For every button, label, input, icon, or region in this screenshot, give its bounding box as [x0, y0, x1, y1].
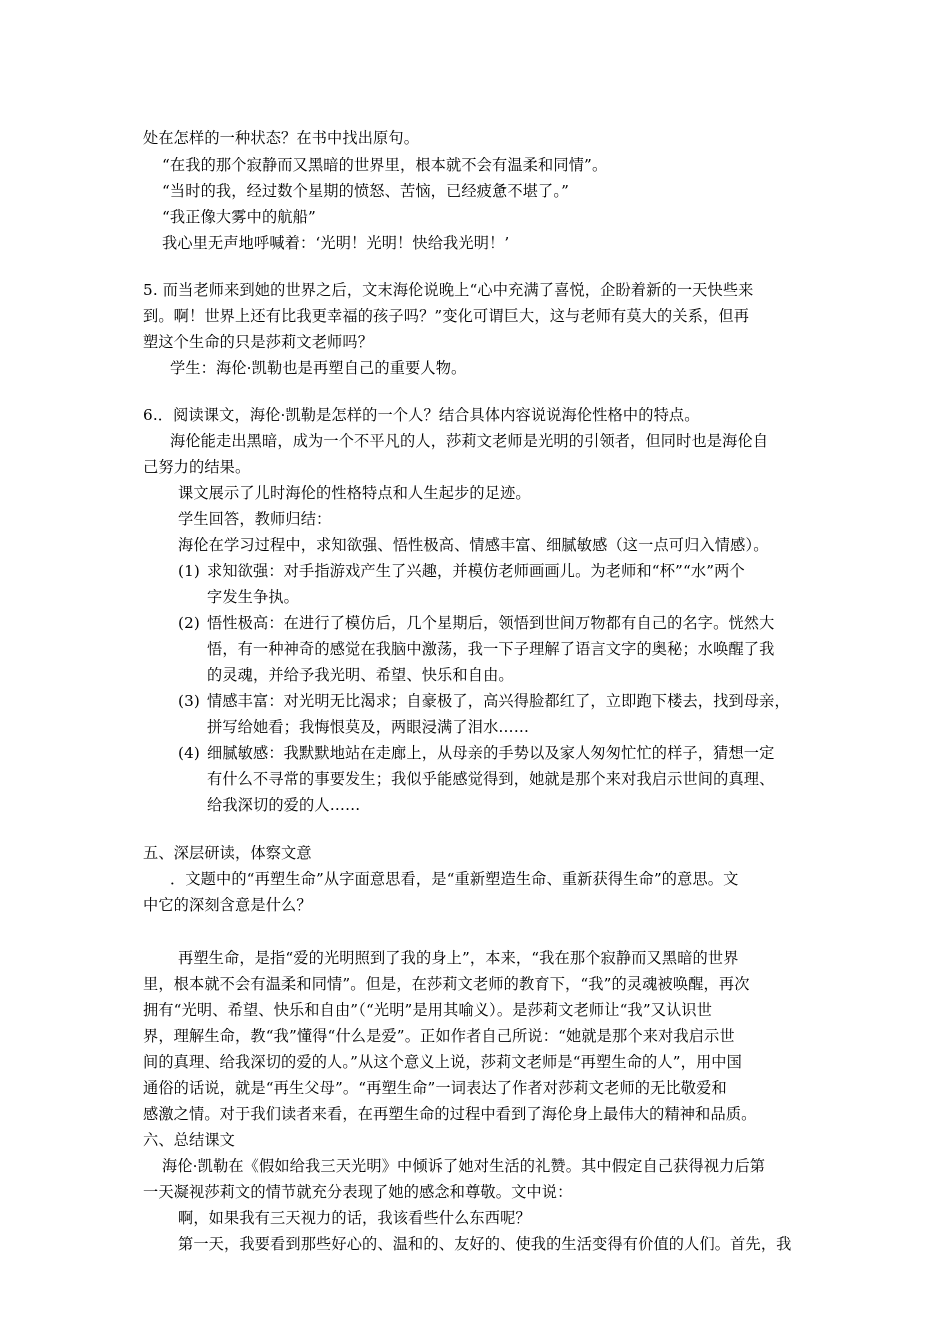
- q6-line: 课文展示了儿时海伦的性格特点和人生起步的足迹。: [178, 484, 531, 502]
- q6-line: 海伦在学习过程中，求知欲强、悟性极高、情感丰富、细腻敏感（这一点可归入情感）。: [178, 536, 769, 554]
- s6-quote-line: 啊，如果我有三天视力的话，我该看些什么东西呢？: [178, 1209, 531, 1227]
- s5-answer-line: 拥有“光明、希望、快乐和自由”（“光明”是用其喻义）。是莎莉文老师让“我”又认识世: [143, 1001, 713, 1019]
- item-line: 细腻敏感：我默默地站在走廊上，从母亲的手势以及家人匆匆忙忙的样子，猜想一定: [207, 744, 775, 762]
- s5-question-line: 中它的深刻含意是什么？: [143, 896, 312, 914]
- quote-line: “在我的那个寂静而又黑暗的世界里，根本就不会有温柔和同情”。: [162, 156, 608, 174]
- q5-line: 到。啊！世界上还有比我更幸福的孩子吗？”变化可谓巨大，这与老师有莫大的关系，但再: [143, 307, 750, 325]
- item-line: 给我深切的爱的人……: [207, 796, 361, 814]
- s5-answer-line: 间的真理、给我深切的爱的人。”从这个意义上说，莎莉文老师是“再塑生命的人”，用中国: [143, 1053, 742, 1071]
- s6-para-line: 海伦·凯勒在《假如给我三天光明》中倾诉了她对生活的礼赞。其中假定自己获得视力后第: [162, 1157, 766, 1175]
- q6-line: 学生回答，教师归结：: [178, 510, 332, 528]
- quote-line: “我正像大雾中的航船”: [162, 208, 316, 226]
- item-line: 拼写给她看；我悔恨莫及，两眼浸满了泪水……: [207, 718, 530, 736]
- quote-line: 我心里无声地呼喊着：‘光明！光明！快给我光明！’: [162, 234, 510, 252]
- q5-answer: 学生：海伦·凯勒也是再塑自己的重要人物。: [170, 359, 467, 377]
- item-line: 求知欲强：对手指游戏产生了兴趣，并模仿老师画画儿。为老师和“杯”“水”两个: [207, 562, 745, 580]
- section-heading: 六、总结课文: [143, 1131, 236, 1149]
- s5-answer-line: 界，理解生命，教“我”懂得“什么是爱”。正如作者自己所说：“她就是那个来对我启示世: [143, 1027, 735, 1045]
- s5-question-line: ．文题中的“再塑生命”从字面意思看，是“重新塑造生命、重新获得生命”的意思。文: [170, 870, 739, 888]
- section-heading: 五、深层研读，体察文意: [143, 844, 312, 862]
- q6-question: 6.．阅读课文，海伦·凯勒是怎样的一个人？结合具体内容说说海伦性格中的特点。: [143, 406, 700, 424]
- q6-para-line: 海伦能走出黑暗，成为一个不平凡的人，莎莉文老师是光明的引领者，但同时也是海伦自: [170, 432, 769, 450]
- item-number: (4): [178, 744, 200, 762]
- item-line: 字发生争执。: [207, 588, 300, 606]
- q5-line: 塑这个生命的只是莎莉文老师吗？: [143, 333, 374, 351]
- item-number: (3): [178, 692, 200, 710]
- item-line: 有什么不寻常的事要发生；我似乎能感觉得到，她就是那个来对我启示世间的真理、: [207, 770, 775, 788]
- item-number: (2): [178, 614, 200, 632]
- q6-para-line: 己努力的结果。: [143, 458, 251, 476]
- question-tail: 处在怎样的一种状态？在书中找出原句。: [143, 129, 420, 147]
- item-line: 情感丰富：对光明无比渴求；自豪极了，高兴得脸都红了，立即跑下楼去，找到母亲，: [207, 692, 790, 710]
- s5-answer-line: 再塑生命，是指“爱的光明照到了我的身上”，本来，“我在那个寂静而又黑暗的世界: [178, 949, 739, 967]
- item-line: 的灵魂，并给予我光明、希望、快乐和自由。: [207, 666, 514, 684]
- item-number: (1): [178, 562, 200, 580]
- s6-para-line: 一天凝视莎莉文的情节就充分表现了她的感念和尊敬。文中说：: [143, 1183, 573, 1201]
- s5-answer-line: 感激之情。对于我们读者来看，在再塑生命的过程中看到了海伦身上最伟大的精神和品质。: [143, 1105, 757, 1123]
- item-line: 悟性极高：在进行了模仿后，几个星期后，领悟到世间万物都有自己的名字。恍然大: [207, 614, 775, 632]
- quote-line: “当时的我，经过数个星期的愤怒、苦恼，已经疲惫不堪了。”: [162, 182, 570, 200]
- q5-line: 5. 而当老师来到她的世界之后，文末海伦说晚上“心中充满了喜悦，企盼着新的一天快些来: [143, 281, 754, 299]
- s5-answer-line: 里，根本就不会有温柔和同情”。但是，在莎莉文老师的教育下，“我”的灵魂被唤醒，再次: [143, 975, 750, 993]
- s5-answer-line: 通俗的话说，就是“再生父母”。“再塑生命”一词表达了作者对莎莉文老师的无比敬爱和: [143, 1079, 727, 1097]
- s6-quote-line: 第一天，我要看到那些好心的、温和的、友好的、使我的生活变得有价值的人们。首先，我: [178, 1235, 792, 1253]
- item-line: 悟，有一种神奇的感觉在我脑中激荡，我一下子理解了语言文字的奥秘；水唤醒了我: [207, 640, 775, 658]
